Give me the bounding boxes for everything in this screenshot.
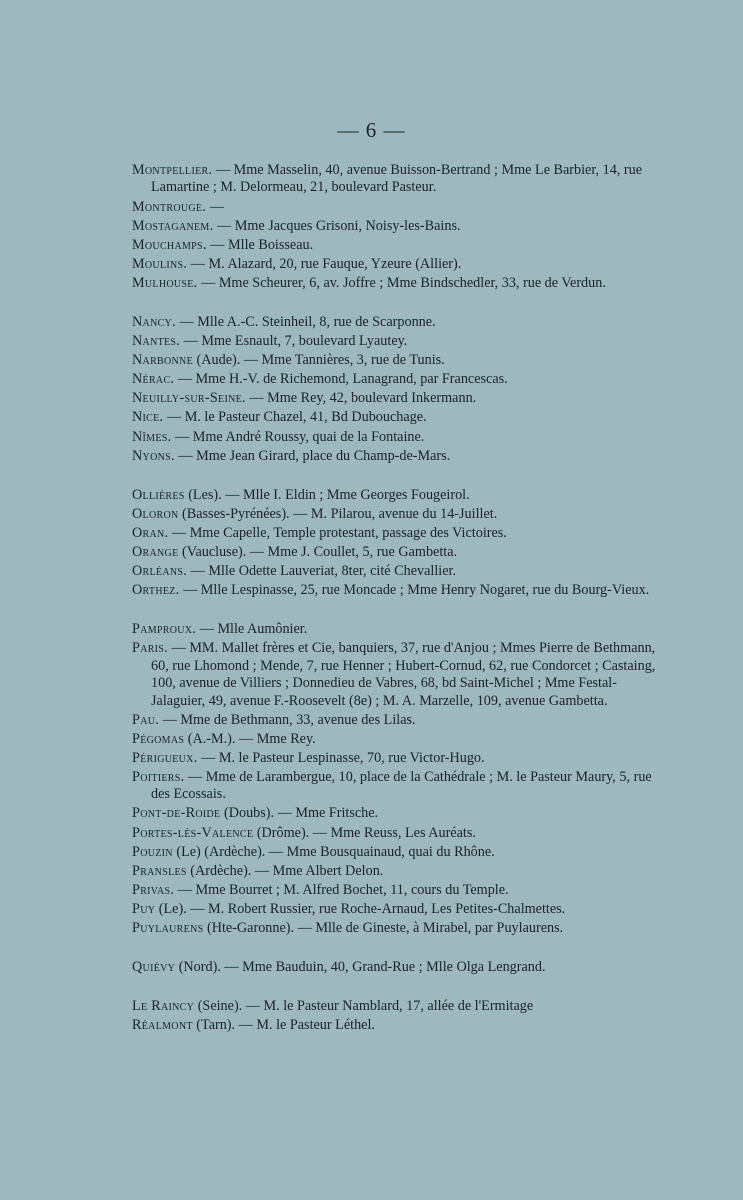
page-number: — 6 — — [337, 118, 406, 142]
entry-text: — Mme de Larambergue, 10, place de la Cathédrale ; M. le Pasteur Maury, 5, rue des Ecossais. — [151, 768, 652, 803]
entry-place: Mouchamps. — [132, 236, 207, 253]
entry-text: — MM. Mallet frères et Cie, banquiers, 37, rue d'Anjou ; Mmes Pierre de Bethmann, 60, rue Lhomond ; Mende, 7, rue Henner ; Hubert-Cornud, 62, rue Condorcet ; Castaing, 100, avenue de Villiers ; Donnedieu de Vabres, 68, bd Saint-Michel ; Mme Festal-Jalaguier, 49, avenue F.-Roosevelt (8e) ; M. A. Marzelle, 109, avenue Gambetta. — [151, 640, 656, 709]
entry-place: Quiévy — [132, 959, 176, 976]
entry-place: Privas. — [132, 881, 175, 898]
entry-text: — Mme Esnault, 7, boulevard Lyautey. — [180, 333, 408, 350]
entry-place: Montpellier. — [132, 162, 213, 178]
directory-entry — [132, 769, 664, 804]
directory-entry — [132, 582, 664, 599]
directory-entry — [132, 844, 664, 861]
entry-text: — Mlle Boisseau. — [206, 236, 314, 253]
entry-text: (A.-M.). — Mme Rey. — [184, 730, 316, 747]
entry-text: (Seine). — M. le Pasteur Namblard, 17, allée de l'Ermitage — [194, 998, 534, 1015]
directory-entry — [132, 920, 664, 937]
entry-text: — Mme Jean Girard, place du Champ-de-Mars. — [174, 447, 451, 464]
directory-entry — [132, 218, 664, 235]
entry-place: Mulhouse. — [132, 274, 198, 291]
entry-text: (Les). — Mlle I. Eldin ; Mme Georges Fougeirol. — [184, 486, 470, 503]
directory-entry — [132, 371, 664, 388]
directory-entry — [132, 352, 664, 369]
entry-text: (Le) (Ardèche). — Mme Bousquainaud, quai du Rhône. — [172, 843, 495, 860]
entry-text: — Mlle Odette Lauveriat, 8ter, cité Chevallier. — [187, 563, 456, 580]
directory-entry — [132, 333, 664, 350]
entry-text: — Mme Capelle, Temple protestant, passage des Victoires. — [168, 524, 507, 541]
directory-entry — [132, 563, 664, 580]
entry-place: Pont-de-Roide — [132, 805, 221, 822]
entry-text: (Le). — M. Robert Russier, rue Roche-Arnaud, Les Petites-Chalmettes. — [155, 900, 566, 917]
entry-text: (Hte-Garonne). — Mlle de Gineste, à Mirabel, par Puylaurens. — [203, 920, 564, 937]
group-separator — [132, 294, 664, 314]
entry-text: — Mme André Roussy, quai de la Fontaine. — [171, 428, 425, 445]
entry-text: — — [206, 198, 224, 215]
group-separator — [132, 467, 664, 487]
directory-entry — [132, 863, 664, 880]
directory-entry — [132, 544, 664, 561]
directory-entry — [132, 487, 664, 504]
entry-text: — Mme Jacques Grisoni, Noisy-les-Bains. — [213, 217, 461, 234]
entry-place: Oloron — [132, 505, 179, 522]
entry-place: Nyons. — [132, 447, 175, 464]
entry-place: Pamproux. — [132, 621, 197, 638]
directory-entry — [132, 712, 664, 729]
directory-entry — [132, 825, 664, 842]
entry-place: Nancy. — [132, 313, 176, 330]
directory-entry — [132, 256, 664, 273]
entry-place: Paris. — [132, 640, 169, 657]
directory-entry — [132, 390, 664, 407]
group-separator — [132, 978, 664, 998]
directory-entry — [132, 882, 664, 899]
directory-entry — [132, 409, 664, 426]
entry-text: — Mlle A.-C. Steinheil, 8, rue de Scarponne. — [175, 313, 436, 330]
entry-place: Orthez. — [132, 582, 180, 599]
directory-entry — [132, 429, 664, 446]
directory-entry — [132, 314, 664, 331]
directory-entry — [132, 525, 664, 542]
directory-entry — [132, 998, 664, 1015]
entry-place: Montrouge. — [132, 198, 207, 215]
directory-entry — [132, 162, 664, 197]
entry-text: (Doubs). — Mme Fritsche. — [220, 805, 379, 822]
entry-place: Pouzin — [132, 843, 173, 860]
entry-place: Ollières — [132, 486, 185, 503]
directory-entry — [132, 448, 664, 465]
entry-text: — Mlle Aumônier. — [196, 621, 308, 638]
entry-place: Pégomas — [132, 730, 185, 747]
directory-entry — [132, 1017, 664, 1034]
directory-entry — [132, 731, 664, 748]
directory-entry — [132, 750, 664, 767]
entry-text: (Vaucluse). — Mme J. Coullet, 5, rue Gambetta. — [178, 544, 458, 560]
entry-place: Narbonne — [132, 352, 193, 369]
entry-text: (Drôme). — Mme Reuss, Les Auréats. — [253, 824, 476, 841]
directory-entry — [132, 199, 664, 216]
entry-text: — M. le Pasteur Lespinasse, 70, rue Victor-Hugo. — [197, 749, 485, 766]
entry-text: — Mme Masselin, 40, avenue Buisson-Bertrand ; Mme Le Barbier, 14, rue Lamartine ; M. Delormeau, 21, boulevard Pasteur. — [151, 162, 643, 196]
directory-entry — [132, 237, 664, 254]
directory-entries — [132, 162, 664, 1036]
entry-place: Le Raincy — [132, 998, 195, 1015]
entry-text: (Basses-Pyrénées). — M. Pilarou, avenue du 14-Juillet. — [178, 505, 498, 522]
entry-text: — M. le Pasteur Chazel, 41, Bd Dubouchage. — [163, 409, 427, 426]
entry-place: Mostaganem. — [132, 217, 214, 234]
entry-place: Nîmes. — [132, 428, 172, 445]
entry-text: — Mme Scheurer, 6, av. Joffre ; Mme Bindschedler, 33, rue de Verdun. — [197, 274, 606, 291]
entry-place: Portes-lès-Valence — [132, 824, 254, 841]
entry-place: Moulins. — [132, 255, 188, 272]
directory-entry — [132, 901, 664, 918]
entry-text: — Mme de Bethmann, 33, avenue des Lilas. — [159, 711, 416, 728]
directory-entry — [132, 640, 664, 710]
entry-text: — Mme H.-V. de Richemond, Lanagrand, par Francescas. — [174, 371, 508, 388]
directory-entry — [132, 805, 664, 822]
group-separator — [132, 601, 664, 621]
directory-entry — [132, 621, 664, 638]
directory-entry — [132, 959, 664, 976]
entry-place: Poitiers. — [132, 768, 185, 785]
entry-place: Puy — [132, 900, 156, 917]
entry-place: Neuilly-sur-Seine. — [132, 390, 246, 407]
directory-entry — [132, 506, 664, 523]
entry-place: Nice. — [132, 409, 164, 426]
entry-text: (Nord). — Mme Bauduin, 40, Grand-Rue ; Mlle Olga Lengrand. — [175, 959, 546, 976]
entry-place: Pransles — [132, 862, 187, 879]
entry-place: Périgueux. — [132, 749, 198, 766]
entry-text: (Aude). — Mme Tannières, 3, rue de Tunis. — [192, 352, 445, 369]
entry-place: Nantes. — [132, 333, 181, 350]
entry-text: — M. Alazard, 20, rue Fauque, Yzeure (Allier). — [187, 255, 462, 272]
entry-place: Puylaurens — [132, 920, 204, 937]
entry-text: (Tarn). — M. le Pasteur Léthel. — [192, 1017, 375, 1034]
directory-entry — [132, 275, 664, 292]
entry-text: (Ardèche). — Mme Albert Delon. — [186, 862, 384, 879]
entry-text: — Mlle Lespinasse, 25, rue Moncade ; Mme Henry Nogaret, rue du Bourg-Vieux. — [179, 582, 650, 599]
entry-place: Nérac. — [132, 371, 175, 388]
entry-place: Orange — [132, 544, 179, 560]
group-separator — [132, 939, 664, 959]
entry-text: — Mme Bourret ; M. Alfred Bochet, 11, cours du Temple. — [174, 881, 509, 898]
entry-place: Pau. — [132, 711, 160, 728]
entry-place: Oran. — [132, 524, 169, 541]
entry-place: Orléans. — [132, 563, 188, 580]
entry-place: Réalmont — [132, 1017, 193, 1034]
entry-text: — Mme Rey, 42, boulevard Inkermann. — [245, 390, 477, 407]
